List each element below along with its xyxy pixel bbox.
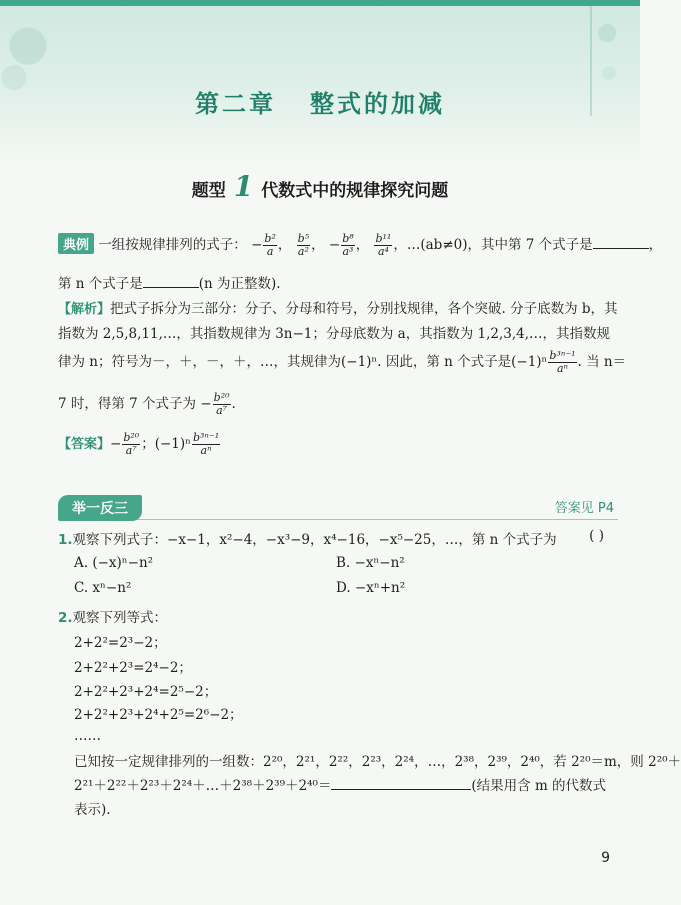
example-line-1: 典例 一组按规律排列的式子： − $\frac{\text{b²}}{a}$ ， $\frac{\text{b⁵}}{\text{a²}}$ ， − $\frac{\text{b⁸}}{\text{a³}}$ ， $\frac{\text{b¹¹}}{\text{a⁴}}$ ，…(ab≠0)，其中第 7 个式子是 ， — [58, 233, 662, 258]
question-2-number: 2. — [58, 610, 73, 626]
equation-2: 2+2²+2³=2⁴−2； — [74, 660, 192, 676]
term-fraction-1: $\frac{\text{b²}}{a}$ — [264, 232, 276, 259]
page-number: 9 — [601, 850, 610, 866]
question-2-note: (结果用含 m 的代数式 — [471, 778, 607, 794]
answer-fraction-2: $\frac{\text{b³ⁿ⁻¹}}{\text{aⁿ}}$ — [192, 431, 220, 458]
option-a: A. (−x)ⁿ−n² — [74, 555, 154, 571]
answer-reference: 答案见 P4 — [554, 501, 614, 516]
term-fraction-3: $\frac{\text{b⁸}}{\text{a³}}$ — [342, 232, 354, 259]
question-1-text: 观察下列式子：−x−1，x²−4，−x³−9，x⁴−16，−x⁵−25，…，第 n 个式子为 — [72, 532, 557, 548]
topic-number: 1 — [233, 170, 254, 203]
equation-4: 2+2²+2³+2⁴+2⁵=2⁶−2； — [74, 707, 243, 723]
term-sign-1: − — [251, 237, 263, 254]
term-fraction-2: $\frac{\text{b⁵}}{\text{a²}}$ — [297, 232, 310, 259]
question-1-stem — [58, 528, 618, 548]
question-2-line-2 — [74, 774, 606, 794]
question-2-line-1: 已知按一定规律排列的一组数：2²⁰，2²¹，2²²，2²³，2²⁴，…，2³⁸，2³⁹，2⁴⁰，若 2²⁰＝m，则 2²⁰＋ — [74, 754, 681, 770]
practice-section-header — [58, 493, 618, 520]
analysis-line-3 — [58, 350, 626, 375]
practice-section-label: 举一反三 — [58, 495, 142, 521]
answer-line — [58, 432, 221, 457]
topic-title: 代数式中的规律探究问题 — [261, 181, 449, 201]
analysis-line-4 — [58, 392, 236, 417]
answer-tag: 【答案】 — [58, 437, 111, 453]
answer-blank-3 — [331, 776, 471, 790]
example-tail: ，…(ab≠0)，其中第 7 个式子是 — [393, 237, 593, 254]
analysis-fraction-nth: $\frac{\text{b³ⁿ⁻¹}}{\text{aⁿ}}$ — [549, 349, 576, 376]
analysis-tag: 【解析】 — [58, 302, 111, 317]
question-2-stem — [58, 606, 167, 626]
analysis-line-1 — [58, 297, 618, 317]
analysis-text-3-post: . 当 n＝ — [577, 354, 627, 371]
question-2-text: 观察下列等式： — [72, 610, 168, 626]
chapter-header — [0, 0, 640, 160]
example-end-punct: ， — [648, 237, 663, 254]
option-d: D. −xⁿ+n² — [336, 580, 406, 596]
equation-3: 2+2²+2³+2⁴=2⁵−2； — [74, 684, 218, 700]
example-tag: 典例 — [58, 233, 94, 254]
topic-prefix: 题型 — [191, 181, 226, 201]
equation-1: 2+2²=2³−2； — [74, 635, 167, 651]
chapter-title: 第二章 整式的加减 — [194, 90, 446, 118]
analysis-line-2: 指数为 2,5,8,11,…，其指数规律为 3n−1；分母底数为 a，其指数为 1,2,3,4,…，其指数规 — [58, 326, 611, 342]
question-1-number: 1. — [58, 532, 73, 548]
answer-blank-1 — [593, 235, 649, 249]
question-2-sum: 2²¹＋2²²＋2²³＋2²⁴＋…＋2³⁸＋2³⁹＋2⁴⁰＝ — [74, 778, 332, 794]
analysis-text-1: 把式子拆分为三部分：分子、分母和符号，分别找规律，各个突破. 分子底数为 b，其 — [110, 301, 618, 317]
answer-mid: ；(−1)ⁿ — [141, 436, 191, 453]
example-line-2 — [58, 272, 281, 292]
term-sign-3: − — [328, 237, 341, 254]
header-top-stripe — [0, 0, 640, 6]
question-2-line-3: 表示). — [74, 802, 111, 818]
option-b: B. −xⁿ−n² — [336, 555, 405, 571]
example-line2-post: (n 为正整数). — [198, 276, 281, 292]
term-fraction-4: $\frac{\text{b¹¹}}{\text{a⁴}}$ — [375, 232, 392, 259]
answer-fraction-1: $\frac{\text{b²⁰}}{\text{a⁷}}$ — [123, 431, 140, 458]
topic-heading — [0, 170, 640, 203]
answer-sign: − — [110, 436, 122, 453]
analysis-text-3: 律为 n；符号为－，＋，－，＋，…，其规律为(−1)ⁿ. 因此，第 n 个式子是(−1)ⁿ — [58, 354, 548, 371]
analysis-text-4-post: . — [231, 396, 236, 413]
example-line2-pre: 第 n 个式子是 — [58, 276, 143, 292]
analysis-text-4: 7 时，得第 7 个式子为 − — [58, 396, 212, 413]
option-c: C. xⁿ−n² — [74, 580, 132, 596]
example-intro: 一组按规律排列的式子： — [98, 237, 247, 254]
question-1-bracket: ( ) — [589, 528, 604, 544]
analysis-fraction-7th: $\frac{\text{b²⁰}}{\text{a⁷}}$ — [213, 391, 230, 418]
answer-blank-2 — [143, 274, 199, 288]
equation-ellipsis: …… — [74, 728, 101, 744]
